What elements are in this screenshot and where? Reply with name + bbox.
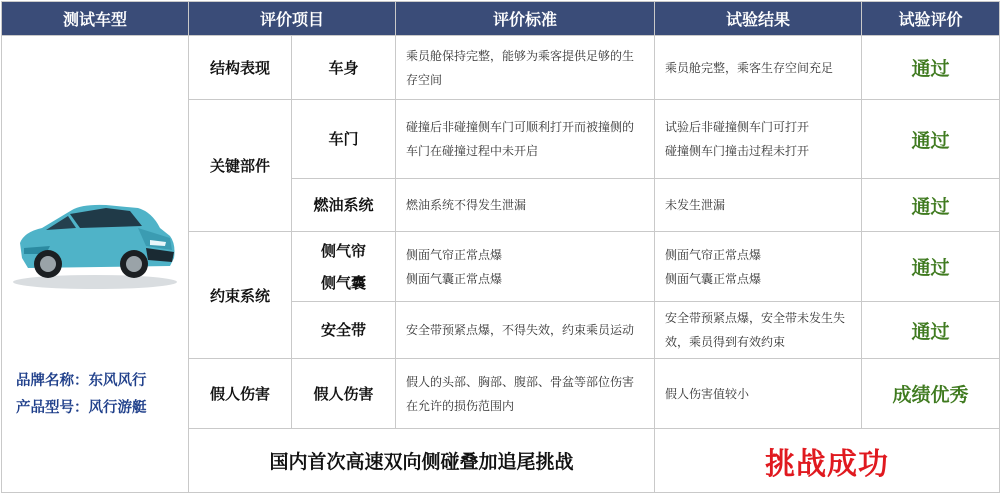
car-image [10,188,180,293]
category-key-parts: 关键部件 [189,100,292,232]
result-line: 侧面气帘正常点爆 [665,247,762,262]
standard-cell: 乘员舱保持完整，能够为乘客提供足够的生存空间 [396,36,655,100]
item-door: 车门 [292,100,396,179]
standard-cell: 安全带预紧点爆，不得失效，约束乘员运动 [396,302,655,359]
grade-cell: 通过 [862,302,1000,359]
result-cell [655,100,862,179]
grade-cell: 通过 [862,179,1000,232]
item-line: 侧气帘 [321,241,367,260]
category-structure: 结构表现 [189,36,292,100]
result-cell: 假人伤害值较小 [655,359,862,429]
car-model-cell [2,36,189,493]
header-eval-standard: 评价标准 [396,2,655,36]
item-line: 侧气囊 [321,273,367,292]
header-row [2,2,1000,36]
item-airbags [292,232,396,302]
result-line: 碰撞侧车门撞击过程未打开 [665,144,810,158]
brand-name-line: 品牌名称：东风风行 [16,372,147,389]
standard-cell: 假人的头部、胸部、腹部、骨盆等部位伤害在允许的损伤范围内 [396,359,655,429]
crash-test-table [1,1,1000,493]
grade-cell: 通过 [862,36,1000,100]
result-cell: 乘员舱完整，乘客生存空间充足 [655,36,862,100]
result-line: 侧面气囊正常点爆 [665,271,762,286]
result-cell [655,232,862,302]
table-row [2,36,1000,100]
challenge-text: 国内首次高速双向侧碰叠加追尾挑战 [189,429,655,493]
item-body: 车身 [292,36,396,100]
standard-line: 侧面气帘正常点爆 [406,247,503,262]
brand-info [16,368,147,422]
grade-cell: 通过 [862,100,1000,179]
grade-cell: 成绩优秀 [862,359,1000,429]
header-test-grade: 试验评价 [862,2,1000,36]
grade-cell: 通过 [862,232,1000,302]
standard-line: 侧面气囊正常点爆 [406,271,503,286]
header-car-model: 测试车型 [2,2,189,36]
header-eval-item: 评价项目 [189,2,396,36]
item-seatbelt: 安全带 [292,302,396,359]
model-name-line: 产品型号：风行游艇 [16,399,147,416]
challenge-result: 挑战成功 [655,429,1000,493]
category-dummy-injury: 假人伤害 [189,359,292,429]
standard-cell: 碰撞后非碰撞侧车门可顺利打开而被撞侧的车门在碰撞过程中未开启 [396,100,655,179]
result-cell: 安全带预紧点爆，安全带未发生失效，乘员得到有效约束 [655,302,862,359]
item-dummy-injury: 假人伤害 [292,359,396,429]
result-cell: 未发生泄漏 [655,179,862,232]
item-fuel-system: 燃油系统 [292,179,396,232]
standard-cell: 燃油系统不得发生泄漏 [396,179,655,232]
result-line: 试验后非碰撞侧车门可打开 [665,120,810,134]
header-test-result: 试验结果 [655,2,862,36]
category-restraint: 约束系统 [189,232,292,359]
standard-cell [396,232,655,302]
